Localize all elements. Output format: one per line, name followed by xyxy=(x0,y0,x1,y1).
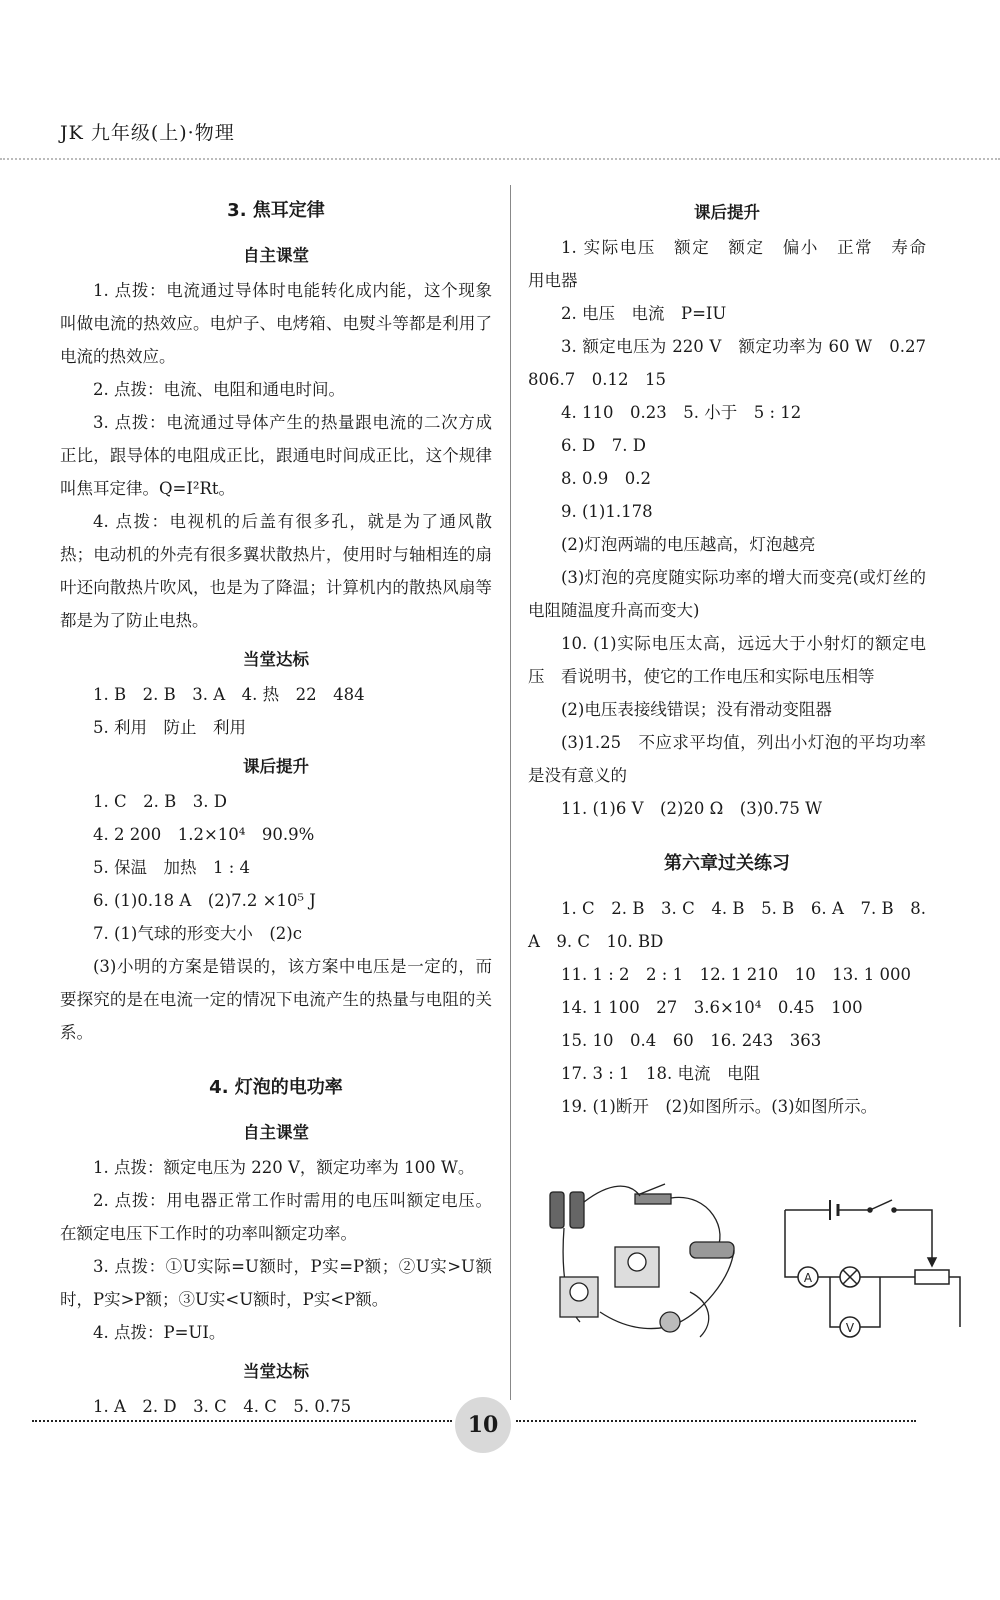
header-divider xyxy=(0,158,1000,160)
answer-line: 1. B 2. B 3. A 4. 热 22 484 xyxy=(93,685,365,704)
answer-line: 1. A 2. D 3. C 4. C 5. 0.75 xyxy=(93,1397,352,1416)
battery-icon xyxy=(550,1192,564,1228)
answer-paragraph: 1. 实际电压 额定 额定 偏小 正常 寿命 用电器 xyxy=(528,238,943,290)
subtitle-dangtang: 当堂达标 xyxy=(243,650,309,669)
page-header: JK 九年级(上)·物理 xyxy=(60,122,235,144)
footer-divider-left xyxy=(32,1420,452,1422)
section-title-joule-law: 3. 焦耳定律 xyxy=(227,200,325,221)
physical-circuit-figure xyxy=(550,1184,734,1337)
subtitle-kehou: 课后提升 xyxy=(243,757,309,776)
subtitle-zizhu: 自主课堂 xyxy=(243,246,309,265)
answer-line: 15. 10 0.4 60 16. 243 363 xyxy=(561,1031,822,1050)
answer-paragraph: 1. C 2. B 3. C 4. B 5. B 6. A 7. B 8. A 9. C 10. BD xyxy=(528,899,926,951)
left-column xyxy=(60,190,492,1423)
answer-paragraph: 2. 点拨：用电器正常工作时需用的电压叫额定电压。在额定电压下工作时的功率叫额定功率。 xyxy=(60,1191,492,1243)
answer-line: 2. 电压 电流 P=IU xyxy=(561,304,727,323)
answer-line: 4. 2 200 1.2×10⁴ 90.9% xyxy=(93,825,315,844)
answer-line: 5. 保温 加热 1 : 4 xyxy=(93,858,251,877)
ammeter-label: A xyxy=(803,1271,813,1285)
answer-line: (2)电压表接线错误；没有滑动变阻器 xyxy=(561,700,832,719)
answer-line: 7. (1)气球的形变大小 (2)c xyxy=(93,924,302,943)
voltmeter-label: V xyxy=(845,1321,855,1335)
answer-line: 11. (1)6 V (2)20 Ω (3)0.75 W xyxy=(561,799,823,818)
answer-line: 17. 3 : 1 18. 电流 电阻 xyxy=(561,1064,761,1083)
circuit-diagram xyxy=(785,1200,960,1337)
footer-divider-right xyxy=(516,1420,916,1422)
answer-paragraph: (3)小明的方案是错误的，该方案中电压是一定的，而要探究的是在电流一定的情况下电流产生的热量与电阻的关系。 xyxy=(60,957,492,1042)
answer-paragraph: 1. 点拨：额定电压为 220 V，额定功率为 100 W。 xyxy=(93,1158,475,1177)
answer-paragraph: 4. 点拨：P=UI。 xyxy=(93,1323,226,1342)
answer-paragraph: (3)灯泡的亮度随实际功率的增大而变亮(或灯丝的电阻随温度升高而变大) xyxy=(528,568,926,620)
answer-paragraph: 10. (1)实际电压太高，远远大于小射灯的额定电压 看说明书，使它的工作电压和实际电压相等 xyxy=(528,634,926,686)
chapter-review-title: 第六章过关练习 xyxy=(664,853,790,874)
battery-icon xyxy=(570,1192,584,1228)
right-column xyxy=(528,190,943,1123)
answer-paragraph: 4. 点拨：电视机的后盖有很多孔，就是为了通风散热；电动机的外壳有很多翼状散热片，使用时与轴相连的扇叶还向散热片吹风，也是为了降温；计算机内的散热风扇等都是为了防止电热。 xyxy=(60,512,492,630)
column-divider xyxy=(510,185,511,1400)
answer-paragraph: 2. 点拨：电流、电阻和通电时间。 xyxy=(93,380,345,399)
bulb-icon xyxy=(660,1312,680,1332)
answer-line: 6. (1)0.18 A (2)7.2 ×10⁵ J xyxy=(93,891,316,910)
answer-paragraph: 3. 额定电压为 220 V 额定功率为 60 W 0.27 806.7 0.12 15 xyxy=(528,337,943,389)
answer-line: 11. 1 : 2 2 : 1 12. 1 210 10 13. 1 000 xyxy=(561,965,912,984)
answer-paragraph: 3. 点拨：电流通过导体产生的热量跟电流的二次方成正比，跟导体的电阻成正比，跟通电时间成正比，这个规律叫焦耳定律。Q=I²Rt。 xyxy=(60,413,492,498)
answer-line: 9. (1)1.178 xyxy=(561,502,653,521)
circuit-figures xyxy=(540,1182,970,1362)
subtitle-kehou: 课后提升 xyxy=(694,203,760,222)
rheostat-icon xyxy=(690,1242,734,1258)
answer-paragraph: (3)1.25 不应求平均值，列出小灯泡的平均功率是没有意义的 xyxy=(528,733,926,785)
answer-line: 8. 0.9 0.2 xyxy=(561,469,651,488)
answer-paragraph: 3. 点拨：①U实际=U额时，P实=P额；②U实>U额时，P实>P额；③U实<U额时，P实<P额。 xyxy=(60,1257,492,1309)
answer-line: 1. C 2. B 3. D xyxy=(93,792,227,811)
answer-line: 19. (1)断开 (2)如图所示。(3)如图所示。 xyxy=(561,1097,878,1116)
page-number: 10 xyxy=(455,1397,511,1453)
answer-line: 5. 利用 防止 利用 xyxy=(93,718,246,737)
section-title-bulb-power: 4. 灯泡的电功率 xyxy=(209,1077,343,1098)
answer-line: 6. D 7. D xyxy=(561,436,646,455)
answer-line: 4. 110 0.23 5. 小于 5 : 12 xyxy=(561,403,802,422)
subtitle-dangtang: 当堂达标 xyxy=(243,1362,309,1381)
rheostat-symbol xyxy=(915,1270,949,1284)
answer-line: 14. 1 100 27 3.6×10⁴ 0.45 100 xyxy=(561,998,863,1017)
subtitle-zizhu: 自主课堂 xyxy=(243,1123,309,1142)
answer-line: (2)灯泡两端的电压越高，灯泡越亮 xyxy=(561,535,816,554)
answer-paragraph: 1. 点拨：电流通过导体时电能转化成内能，这个现象叫做电流的热效应。电炉子、电烤箱、电熨斗等都是利用了电流的热效应。 xyxy=(60,281,492,366)
